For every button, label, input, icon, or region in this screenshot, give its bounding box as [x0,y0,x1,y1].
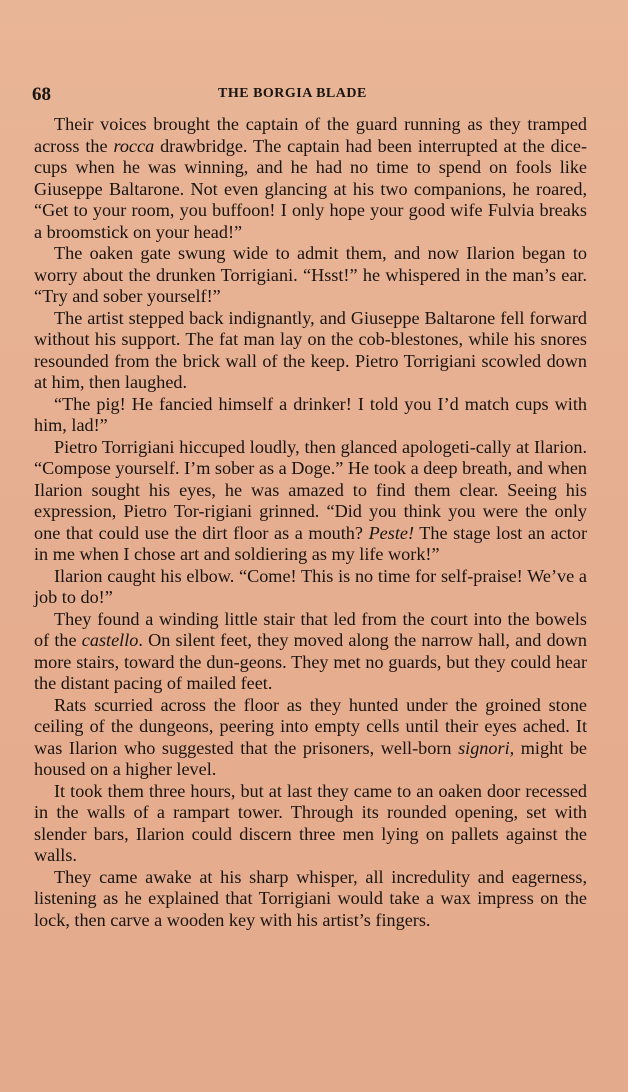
page-number: 68 [32,84,51,105]
text-run: Pietro Torrigiani hiccuped loudly, then glanced apologeti-cally at Ilarion. “Compose yourself. I’m sober as a Doge.” He took a deep breath, and when Ilarion sought his eyes, he was amazed to find them clear. Seeing his expression, Pietro Tor-rigiani grinned. “Did you think you were the only one that could use the dirt floor as a mouth? [34,436,587,543]
text-run: “The pig! He fancied himself a drinker! I told you I’d match cups with him, lad!” [34,393,587,435]
text-run: They came awake at his sharp whisper, all incredulity and eagerness, listening as he explained that Torrigiani would take a wax impress on the lock, then carve a wooden key with his artist’s fingers. [34,866,587,930]
paragraph [34,566,587,609]
body-text [34,114,587,931]
paragraph [34,114,587,243]
paragraph [34,437,587,566]
italic-text: castello [81,630,139,650]
italic-text: signori, [458,737,515,758]
text-run: The artist stepped back indignantly, and Giuseppe Baltarone fell forward without his support. The fat man lay on the cob-blestones, while his snores resounded from the brick wall of the keep. Pietro Torrigiani scowled down at him, then laughed. [34,307,587,392]
text-run: Their voices brought the captain of the guard running as they tramped across the [34,114,587,156]
paragraph [34,394,587,437]
paragraph [34,695,587,781]
paragraph [34,308,587,394]
page-header [32,84,592,108]
text-run: Ilarion caught his elbow. “Come! This is no time for self-praise! We’ve a job to do!” [34,565,587,607]
text-run: The stage lost an actor in me when I chose art and soldiering as my life work!” [34,522,588,564]
italic-text: Peste! [368,522,415,543]
text-run: drawbridge. The captain had been interrupted at the dice-cups when he was winning, and he had no time to spend on fools like Giuseppe Baltarone. Not even glancing at his two companions, he roared, “Get to your room, you buffoon! I only hope your good wife Fulvia breaks a broomstick on your head!” [34,135,588,242]
paragraph [34,781,587,867]
text-run: It took them three hours, but at last they came to an oaken door recessed in the walls of a rampart tower. Through its rounded opening, set with slender bars, Ilarion could discern three men lying on pallets against the walls. [34,780,587,865]
paragraph [34,609,587,695]
paragraph [34,243,587,308]
text-run: They found a winding little stair that led from the court into the bowels of the [34,608,587,650]
italic-text: rocca [113,135,155,156]
text-run: might be housed on a higher level. [34,737,587,779]
running-title: THE BORGIA BLADE [218,86,367,101]
text-run: Rats scurried across the floor as they hunted under the groined stone ceiling of the dungeons, peering into empty cells until their eyes ached. It was Ilarion who suggested that the prisoners, well-born [34,694,587,758]
paragraph [34,867,587,932]
text-run: . On silent feet, they moved along the narrow hall, and down more stairs, toward the dun-geons. They met no guards, but they could hear the distant pacing of mailed feet. [34,630,587,693]
text-run: The oaken gate swung wide to admit them, and now Ilarion began to worry about the drunken Torrigiani. “Hsst!” he whispered in the man’s ear. “Try and sober yourself!” [34,243,587,306]
